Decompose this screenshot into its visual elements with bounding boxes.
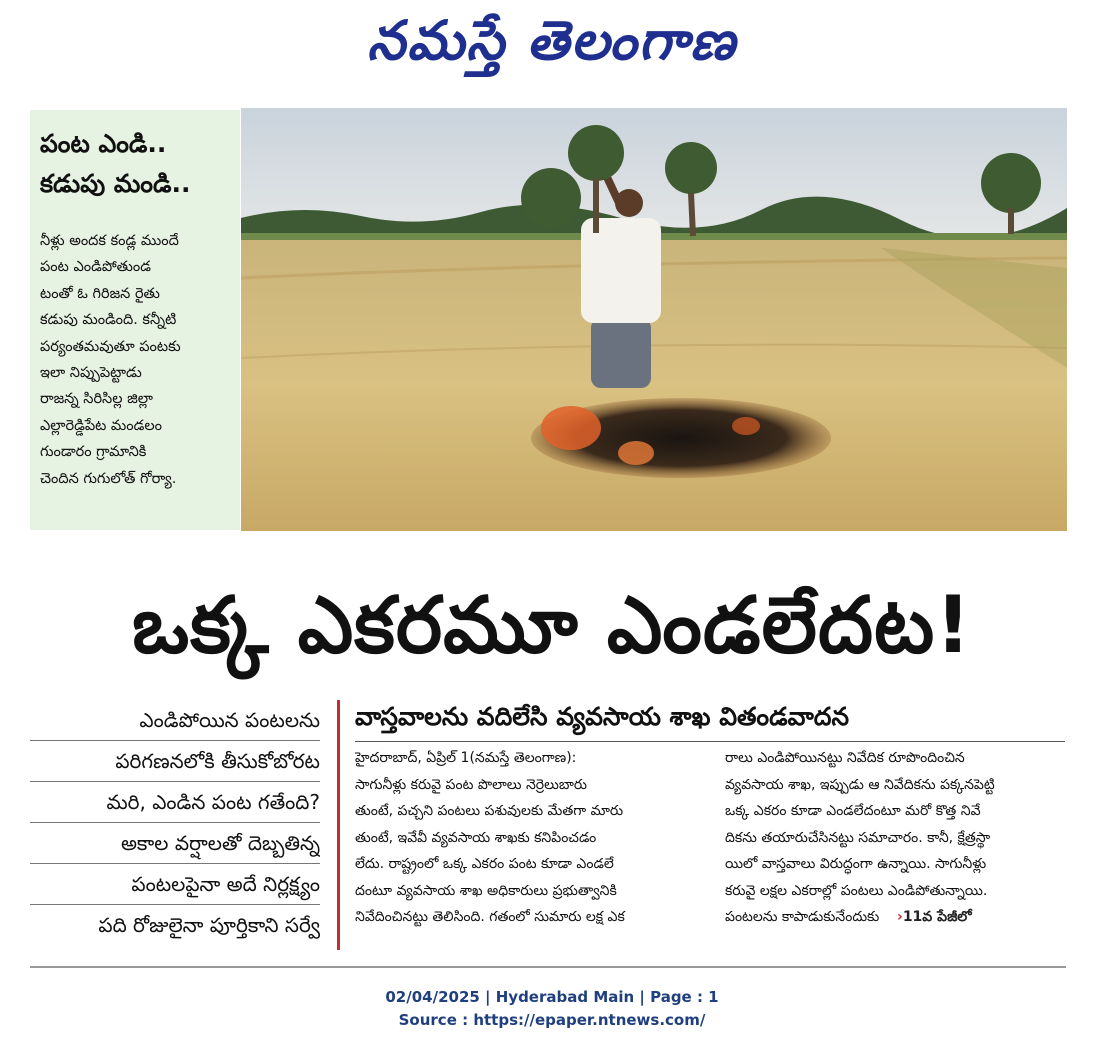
article-line: లేదు. రాష్ట్రంలో ఒక్క ఎకరం పంట కూడా ఎండలే [355, 856, 614, 872]
key-point: మరి, ఎండిన పంట గతేంది? [30, 782, 320, 823]
caption-line: రాజన్న సిరిసిల్ల జిల్లా [40, 391, 153, 408]
article-line-text: పంటలను కాపాడుకునేందుకు [725, 909, 880, 925]
caption-headline [40, 124, 236, 204]
caption-body [40, 228, 236, 492]
main-headline: ఒక్క ఎకరమూ ఎండలేదట! [132, 581, 972, 671]
bottom-rule [30, 966, 1066, 968]
caption-line: ఇలా నిప్పుపెట్టాడు [40, 365, 142, 382]
sub-headline: వాస్తవాలను వదిలేసి వ్యవసాయ శాఖ వితండవాదన [355, 702, 849, 731]
sub-headline-rule [355, 741, 1065, 742]
key-point: పంటలపైనా అదే నిర్లక్ష్యం [30, 864, 320, 905]
photo-caption-box [30, 110, 240, 530]
key-point: పది రోజులైనా పూర్తికాని సర్వే [98, 913, 320, 937]
article-line-last [725, 904, 1065, 931]
article-line: కరువై లక్షల ఎకరాల్లో పంటలు ఎండిపోతున్నాయి. [725, 882, 988, 899]
caption-line: కడుపు మండింది. కన్నీటి [40, 312, 177, 329]
source-link[interactable]: Source : https://epaper.ntnews.com/ [398, 1011, 706, 1029]
article-line: ఒక్క ఎకరం కూడా ఎండలేదంటూ మరో కొత్త నివే [725, 803, 981, 819]
column-divider [337, 700, 340, 950]
article-line: హైదరాబాద్, ఏప్రిల్ 1(నమస్తే తెలంగాణ): [355, 750, 577, 766]
news-photo-farmer-burning-crop [241, 108, 1067, 531]
chevron-right-icon: › [897, 909, 903, 925]
continued-on-page-link[interactable] [897, 909, 972, 925]
caption-line: గుండారం గ్రామానికి [40, 444, 147, 461]
edition-info: 02/04/2025 | Hyderabad Main | Page : 1 [385, 988, 719, 1006]
key-points-list [30, 700, 320, 945]
key-point: ఎండిపోయిన పంటలను [30, 700, 320, 741]
caption-line: టంతో ఓ గిరిజన రైతు [40, 285, 160, 302]
caption-line: చెందిన గుగులోత్ గోర్యా. [40, 470, 177, 487]
article-line: యిలో వాస్తవాలు విరుద్ధంగా ఉన్నాయి. సాగునీళ్లు [725, 856, 987, 872]
article-line: రాలు ఎండిపోయినట్టు నివేదిక రూపొందించిన [725, 750, 965, 766]
article-line: దికను తయారుచేసినట్టు సమాచారం. కానీ, క్షేత్రస్థా [725, 829, 991, 846]
masthead [0, 0, 1104, 90]
key-point: పరిగణనలోకి తీసుకోబోరట [30, 741, 320, 782]
article-line: నివేదించినట్టు తెలిసింది. గతంలో సుమారు లక్ష ఎక [355, 909, 625, 925]
caption-headline-line-2: కడుపు మండి.. [40, 169, 191, 198]
article-line: తుంటే, ఇవేవీ వ్యవసాయ శాఖకు కనిపించడం [355, 829, 597, 846]
article-line: దంటూ వ్యవసాయ శాఖ అధికారులు ప్రభుత్వానికి [355, 882, 617, 899]
article-line: వ్యవసాయ శాఖ, ఇప్పుడు ఆ నివేదికను పక్కనపెట్టి [725, 776, 995, 793]
key-point: అకాల వర్షాలతో దెబ్బతిన్న [30, 823, 320, 864]
continued-on-page-label: 11వ పేజీలో [902, 909, 972, 925]
caption-line: ఎల్లారెడ్డిపేట మండలం [40, 417, 162, 434]
caption-headline-line-1: పంట ఎండి.. [40, 129, 167, 158]
caption-line: పర్యంతమవుతూ పంటకు [40, 338, 181, 355]
article-column-1 [355, 745, 695, 931]
article-line: తుంటే, పచ్చని పంటలు పశువులకు మేతగా మారు [355, 803, 624, 819]
masthead-logo-text: నమస్తే తెలంగాణ [367, 8, 737, 72]
article-column-2 [725, 745, 1065, 931]
article-line: సాగునీళ్లు కరువై పంట పొలాలు నెర్రెలుబారు [355, 776, 588, 793]
caption-line: నీళ్లు అందక కండ్ల ముందే [40, 233, 179, 249]
caption-line: పంట ఎండిపోతుండ [40, 259, 151, 276]
